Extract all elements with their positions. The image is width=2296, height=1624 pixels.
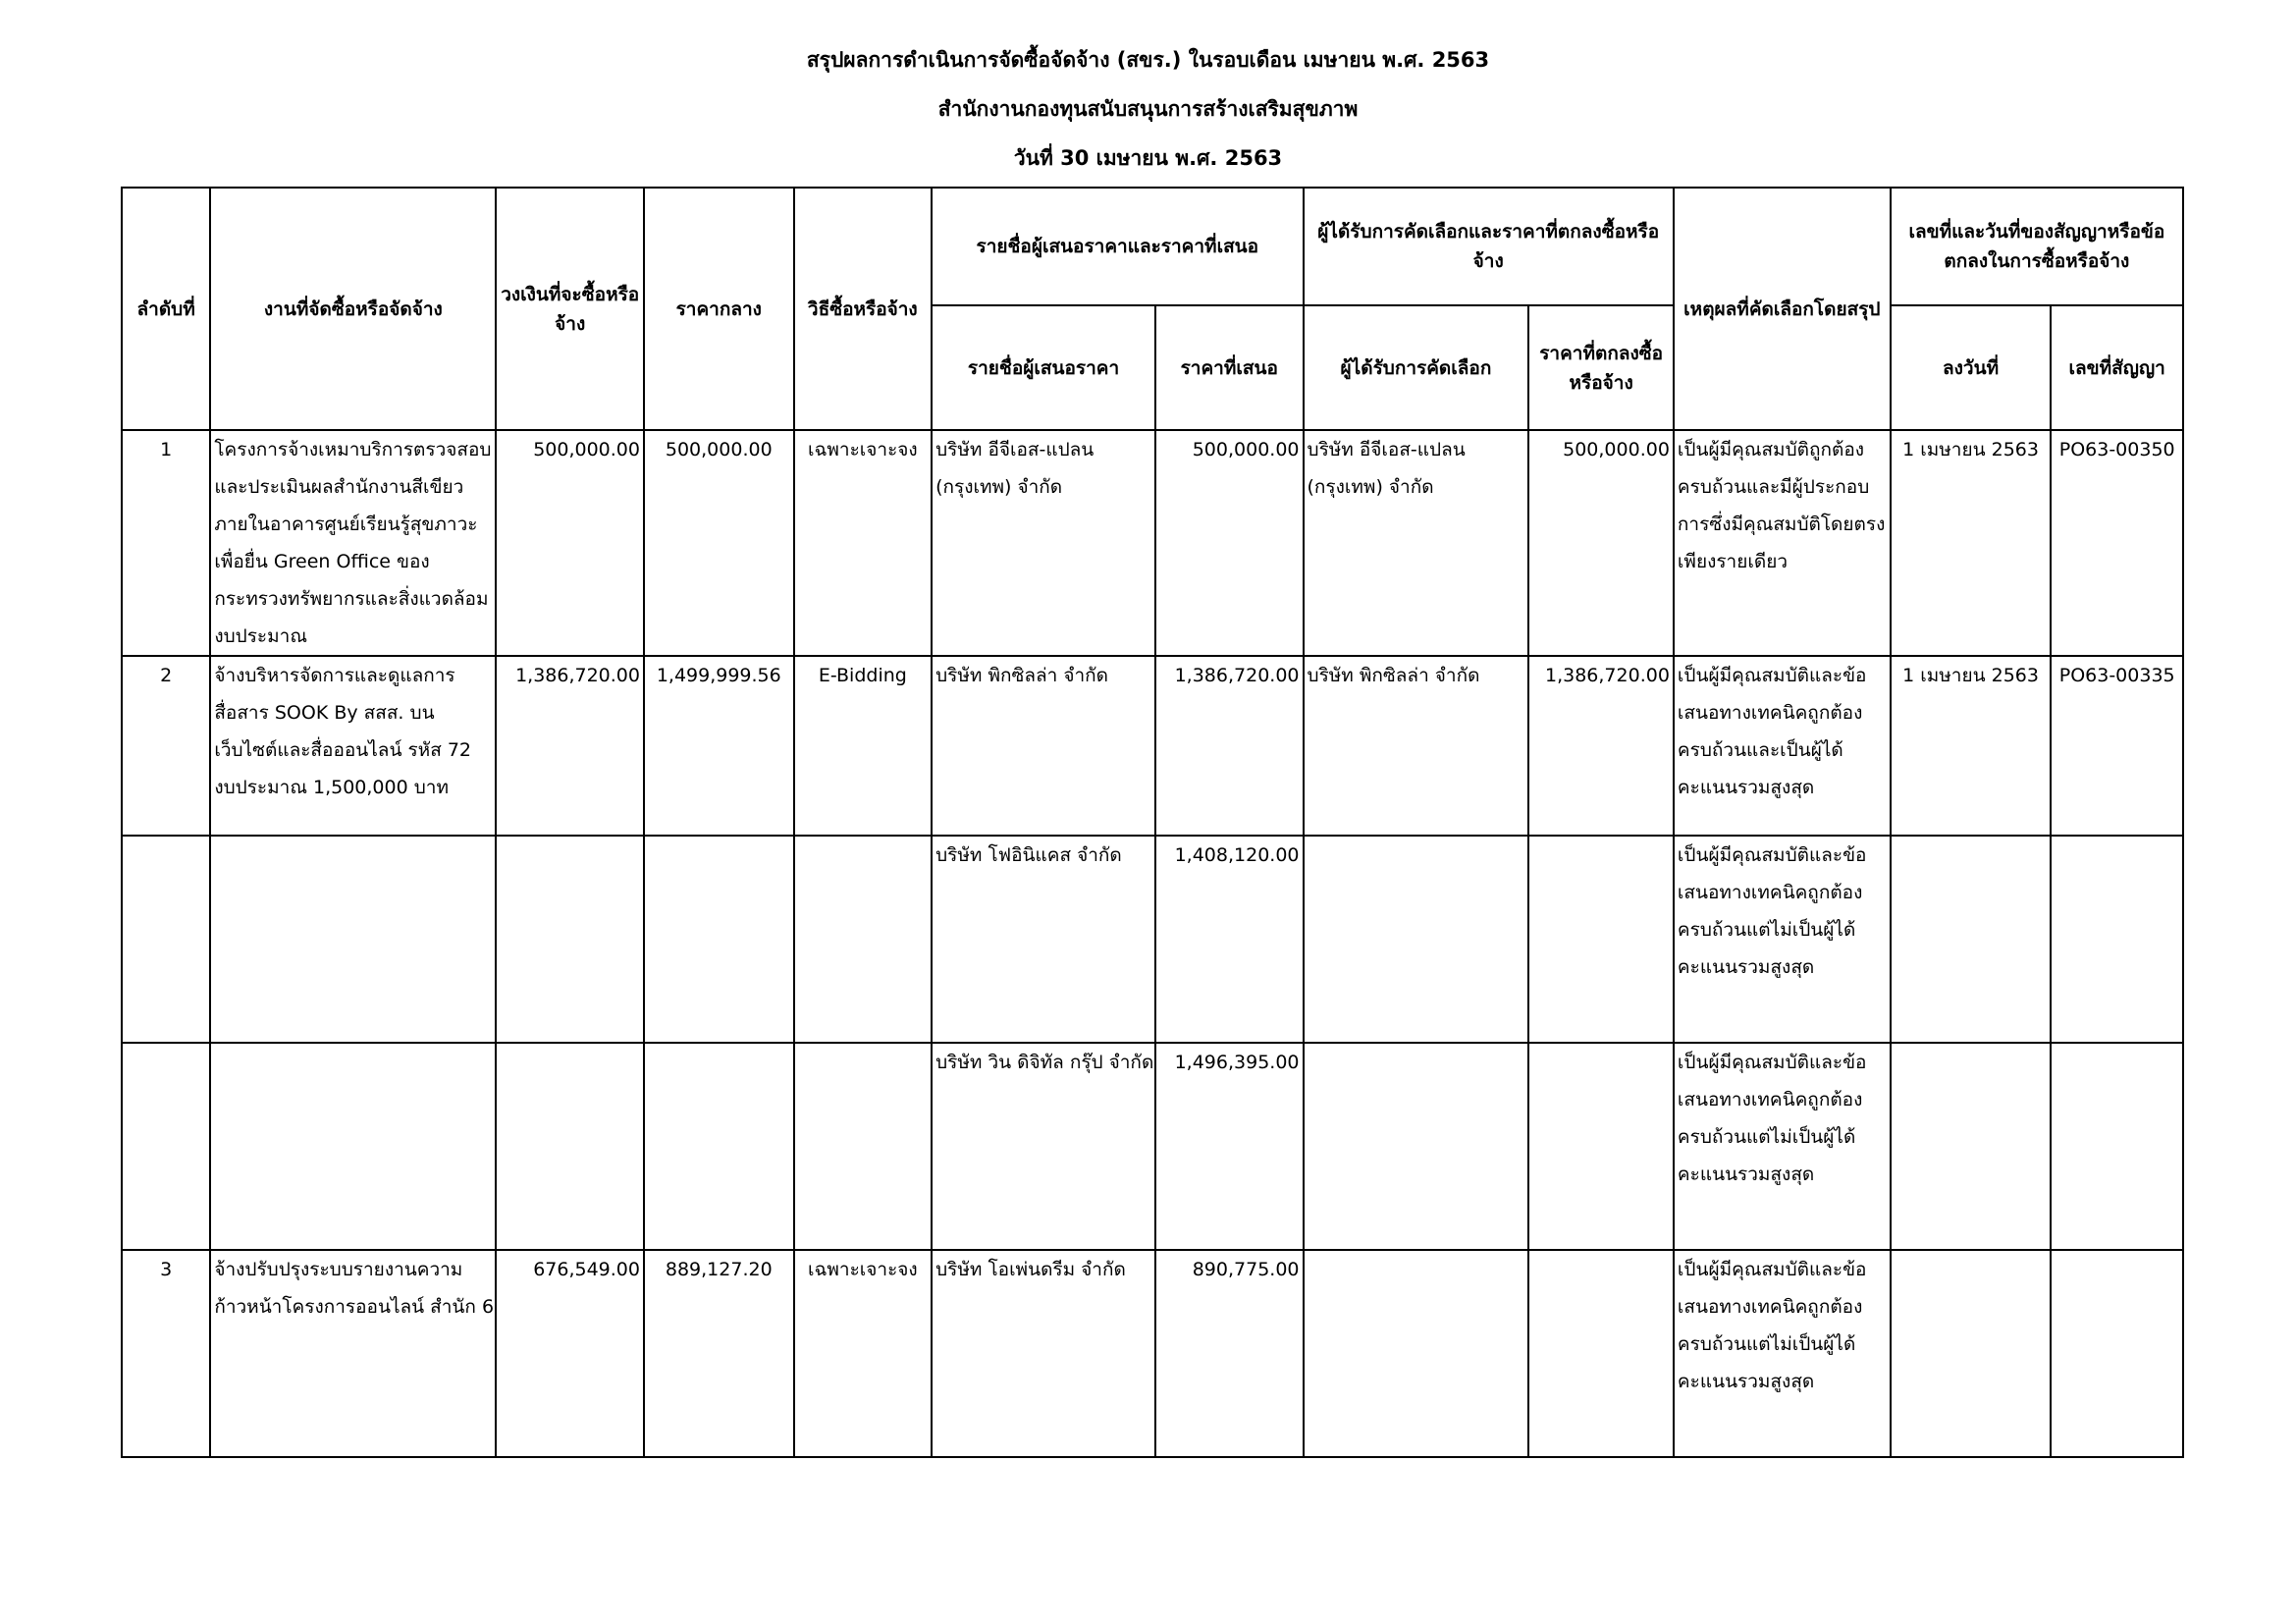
cell-no: 1 xyxy=(122,430,210,656)
cell-no xyxy=(122,1043,210,1250)
cell-agreed-price xyxy=(1528,1043,1674,1250)
col-header-agreed-price: ราคาที่ตกลงซื้อหรือจ้าง xyxy=(1528,305,1674,430)
cell-budget xyxy=(496,836,644,1043)
col-header-bidder-name: รายชื่อผู้เสนอราคา xyxy=(932,305,1155,430)
col-header-reason: เหตุผลที่คัดเลือกโดยสรุป xyxy=(1674,188,1891,430)
cell-bidder-name: บริษัท วิน ดิจิทัล กรุ๊ป จำกัด xyxy=(932,1043,1155,1250)
procurement-table xyxy=(121,187,2184,1458)
cell-contract-date xyxy=(1891,1250,2052,1457)
cell-winner-name xyxy=(1304,1250,1529,1457)
cell-contract-no: PO63-00335 xyxy=(2051,656,2183,836)
table-row xyxy=(122,1250,2183,1457)
cell-budget: 1,386,720.00 xyxy=(496,656,644,836)
cell-bidder-name: บริษัท อีจีเอส-แปลน (กรุงเทพ) จำกัด xyxy=(932,430,1155,656)
cell-reason: เป็นผู้มีคุณสมบัติและข้อเสนอทางเทคนิคถูกต้องครบถ้วนแต่ไม่เป็นผู้ได้คะแนนรวมสูงสุด xyxy=(1674,1043,1891,1250)
cell-reason: เป็นผู้มีคุณสมบัติและข้อเสนอทางเทคนิคถูกต้องครบถ้วนและเป็นผู้ได้คะแนนรวมสูงสุด xyxy=(1674,656,1891,836)
cell-bidder-name: บริษัท พิกซิลล่า จำกัด xyxy=(932,656,1155,836)
document-title: สรุปผลการดำเนินการจัดซื้อจัดจ้าง (สขร.) ในรอบเดือน เมษายน พ.ศ. 2563 xyxy=(806,48,1490,72)
cell-agreed-price: 500,000.00 xyxy=(1528,430,1674,656)
col-header-winner-group: ผู้ได้รับการคัดเลือกและราคาที่ตกลงซื้อหรือจ้าง xyxy=(1304,188,1674,305)
cell-method xyxy=(794,1043,933,1250)
cell-reason: เป็นผู้มีคุณสมบัติและข้อเสนอทางเทคนิคถูกต้องครบถ้วนแต่ไม่เป็นผู้ได้คะแนนรวมสูงสุด xyxy=(1674,836,1891,1043)
cell-bid-price: 890,775.00 xyxy=(1155,1250,1304,1457)
cell-median-price: 500,000.00 xyxy=(644,430,794,656)
table-row xyxy=(122,836,2183,1043)
col-header-bid-price: ราคาที่เสนอ xyxy=(1155,305,1304,430)
col-header-work: งานที่จัดซื้อหรือจัดจ้าง xyxy=(210,188,496,430)
cell-budget xyxy=(496,1043,644,1250)
cell-method xyxy=(794,836,933,1043)
cell-median-price xyxy=(644,1043,794,1250)
cell-no: 2 xyxy=(122,656,210,836)
cell-work xyxy=(210,1043,496,1250)
col-header-no: ลำดับที่ xyxy=(122,188,210,430)
cell-work: จ้างบริหารจัดการและดูแลการสื่อสาร SOOK By สสส. บนเว็บไซต์และสื่อออนไลน์ รหัส 72 งบประมาณ 1,500,000 บาท xyxy=(210,656,496,836)
cell-work: จ้างปรับปรุงระบบรายงานความก้าวหน้าโครงการออนไลน์ สำนัก 6 xyxy=(210,1250,496,1457)
cell-contract-date: 1 เมษายน 2563 xyxy=(1891,656,2052,836)
table-row xyxy=(122,1043,2183,1250)
cell-agreed-price xyxy=(1528,836,1674,1043)
cell-method: เฉพาะเจาะจง xyxy=(794,430,933,656)
col-header-contract-group: เลขที่และวันที่ของสัญญาหรือข้อตกลงในการซื้อหรือจ้าง xyxy=(1891,188,2183,305)
cell-reason: เป็นผู้มีคุณสมบัติและข้อเสนอทางเทคนิคถูกต้องครบถ้วนแต่ไม่เป็นผู้ได้คะแนนรวมสูงสุด xyxy=(1674,1250,1891,1457)
cell-no: 3 xyxy=(122,1250,210,1457)
cell-agreed-price xyxy=(1528,1250,1674,1457)
cell-contract-date xyxy=(1891,1043,2052,1250)
cell-bidder-name: บริษัท โฟอินิแคส จำกัด xyxy=(932,836,1155,1043)
cell-work xyxy=(210,836,496,1043)
cell-work: โครงการจ้างเหมาบริการตรวจสอบและประเมินผลสำนักงานสีเขียวภายในอาคารศูนย์เรียนรู้สุขภาวะเพื่อยื่น Green Office ของกระทรวงทรัพยากรและสิ่งแวดล้อม งบประมาณ xyxy=(210,430,496,656)
cell-bid-price: 500,000.00 xyxy=(1155,430,1304,656)
col-header-budget: วงเงินที่จะซื้อหรือจ้าง xyxy=(496,188,644,430)
document-date: วันที่ 30 เมษายน พ.ศ. 2563 xyxy=(1013,146,1283,170)
cell-budget: 500,000.00 xyxy=(496,430,644,656)
cell-bidder-name: บริษัท โอเพ่นดรีม จำกัด xyxy=(932,1250,1155,1457)
cell-winner-name: บริษัท พิกซิลล่า จำกัด xyxy=(1304,656,1529,836)
table-body xyxy=(122,430,2183,1457)
col-header-method: วิธีซื้อหรือจ้าง xyxy=(794,188,933,430)
col-header-winner-name: ผู้ได้รับการคัดเลือก xyxy=(1304,305,1529,430)
cell-method: E-Bidding xyxy=(794,656,933,836)
organization-name: สำนักงานกองทุนสนับสนุนการสร้างเสริมสุขภาพ xyxy=(937,97,1359,121)
cell-contract-date: 1 เมษายน 2563 xyxy=(1891,430,2052,656)
cell-median-price: 889,127.20 xyxy=(644,1250,794,1457)
col-header-contract-date: ลงวันที่ xyxy=(1891,305,2052,430)
cell-contract-no: PO63-00350 xyxy=(2051,430,2183,656)
cell-bid-price: 1,386,720.00 xyxy=(1155,656,1304,836)
cell-contract-date xyxy=(1891,836,2052,1043)
table-row xyxy=(122,656,2183,836)
col-header-contract-no: เลขที่สัญญา xyxy=(2051,305,2183,430)
cell-winner-name xyxy=(1304,1043,1529,1250)
col-header-bidders-group: รายชื่อผู้เสนอราคาและราคาที่เสนอ xyxy=(932,188,1303,305)
cell-bid-price: 1,408,120.00 xyxy=(1155,836,1304,1043)
cell-median-price: 1,499,999.56 xyxy=(644,656,794,836)
cell-contract-no xyxy=(2051,1043,2183,1250)
cell-median-price xyxy=(644,836,794,1043)
cell-winner-name xyxy=(1304,836,1529,1043)
col-header-median-price: ราคากลาง xyxy=(644,188,794,430)
table-header xyxy=(122,188,2183,430)
cell-contract-no xyxy=(2051,1250,2183,1457)
table-row xyxy=(122,430,2183,656)
cell-method: เฉพาะเจาะจง xyxy=(794,1250,933,1457)
cell-budget: 676,549.00 xyxy=(496,1250,644,1457)
cell-contract-no xyxy=(2051,836,2183,1043)
cell-agreed-price: 1,386,720.00 xyxy=(1528,656,1674,836)
cell-reason: เป็นผู้มีคุณสมบัติถูกต้องครบถ้วนและมีผู้ประกอบการซึ่งมีคุณสมบัติโดยตรงเพียงรายเดียว xyxy=(1674,430,1891,656)
cell-no xyxy=(122,836,210,1043)
cell-bid-price: 1,496,395.00 xyxy=(1155,1043,1304,1250)
cell-winner-name: บริษัท อีจีเอส-แปลน (กรุงเทพ) จำกัด xyxy=(1304,430,1529,656)
